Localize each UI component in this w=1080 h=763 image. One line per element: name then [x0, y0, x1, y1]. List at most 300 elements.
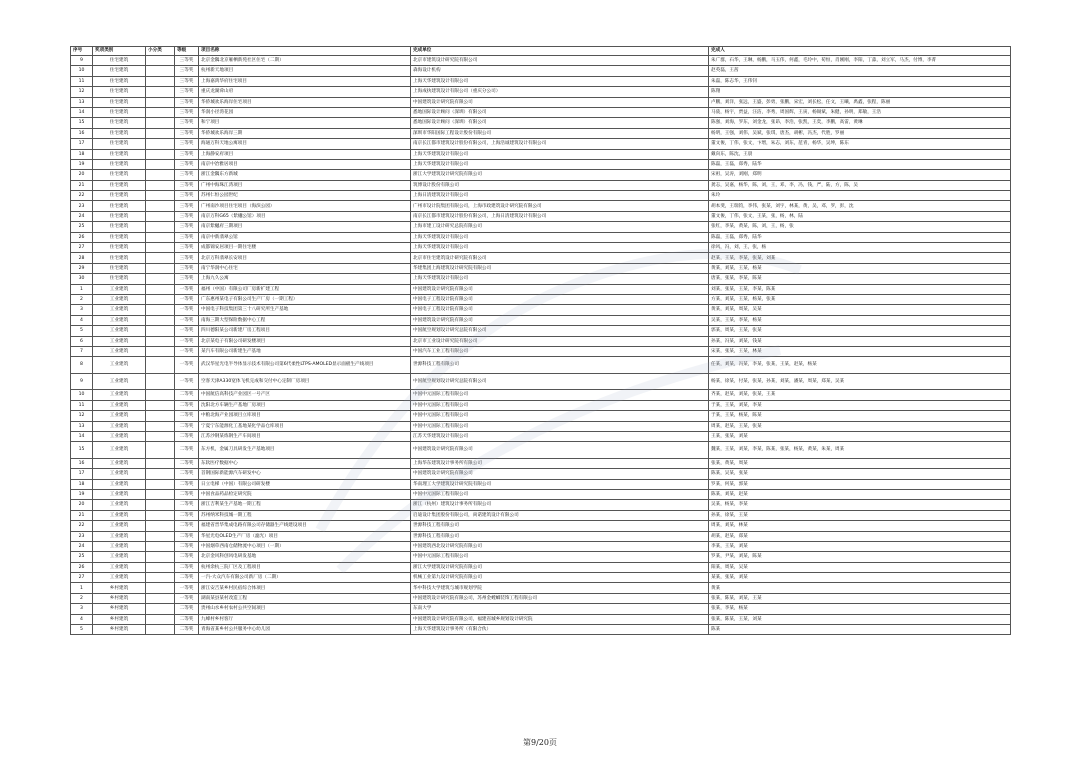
cell-unit: 中国建筑设计研究院有限公司 [411, 315, 709, 325]
cell-level: 二等奖 [175, 390, 199, 400]
cell-level: 二等奖 [175, 531, 199, 541]
cell-category: 住宅建筑 [93, 263, 146, 273]
cell-project: 中粮北海产业园项目立库项目 [199, 411, 411, 421]
cell-seq: 8 [71, 357, 93, 374]
cell-level: 二等奖 [175, 500, 199, 510]
cell-category: 工业建筑 [93, 373, 146, 390]
table-row [71, 326, 1011, 336]
cell-seq: 18 [71, 479, 93, 489]
cell-unit: 上海天华建筑设计有限公司 [411, 76, 709, 86]
cell-category: 住宅建筑 [93, 118, 146, 128]
cell-level: 三等奖 [175, 118, 199, 128]
cell-unit: 南京长江都市建筑设计股份有限公司，上海日清建筑设计有限公司 [411, 211, 709, 221]
cell-seq: 20 [71, 170, 93, 180]
cell-people: 马骁，杨宇，贾益，汪洁，李秀，周国辉，王寅，杨锡斌，朱健，孙明，郑敏，王浩 [709, 107, 1011, 117]
table-row [71, 222, 1011, 232]
cell-people: 郭某，周某，王某，张某 [709, 326, 1011, 336]
cell-seq: 1 [71, 284, 93, 294]
cell-people: 张某，李某，杨某 [709, 604, 1011, 614]
cell-people: 赵英磊，王茜 [709, 66, 1011, 76]
cell-project: 广州南沙项目住宅项目（海滨公园） [199, 201, 411, 211]
cell-people: 董文俊，丁伟，张文，王某，张，杨，林，陆 [709, 211, 1011, 221]
cell-unit: 上海天华建筑设计有限公司 [411, 274, 709, 284]
cell-unit: 上海天华建筑设计有限公司 [411, 159, 709, 169]
table-header-row [71, 47, 1011, 56]
cell-people: 黄某，刘某，周某，吴某 [709, 305, 1011, 315]
cell-level: 二等奖 [175, 625, 199, 635]
cell-subcategory [146, 253, 175, 263]
cell-subcategory [146, 243, 175, 253]
table-row [71, 76, 1011, 86]
cell-people: 朱磊，陈志华，王伟钊 [709, 76, 1011, 86]
cell-seq: 14 [71, 107, 93, 117]
cell-category: 工业建筑 [93, 510, 146, 520]
cell-category: 住宅建筑 [93, 66, 146, 76]
cell-people: 董文俊，丁伟，张文，卞增，朱志，刘东，范青，杨华，吴坤，陈东 [709, 139, 1011, 149]
cell-subcategory [146, 263, 175, 273]
cell-project: 九峰村乡村客厅 [199, 614, 411, 624]
cell-category: 乡村建筑 [93, 593, 146, 603]
cell-unit: 中国建筑西北设计研究院有限公司 [411, 541, 709, 551]
cell-level: 三等奖 [175, 232, 199, 242]
cell-subcategory [146, 315, 175, 325]
cell-project: 杭州余杭三院厂区及工程项目 [199, 562, 411, 572]
cell-subcategory [146, 421, 175, 431]
cell-subcategory [146, 211, 175, 221]
cell-category: 工业建筑 [93, 400, 146, 410]
cell-subcategory [146, 97, 175, 107]
cell-people: 杨某，徐某，付某，张某，孙某，刘某，潘某，周某，郑某，吴某 [709, 373, 1011, 390]
cell-seq: 22 [71, 191, 93, 201]
cell-subcategory [146, 593, 175, 603]
cell-level: 三等奖 [175, 76, 199, 86]
cell-subcategory [146, 531, 175, 541]
cell-level: 三等奖 [175, 107, 199, 117]
cell-project: 沈阳北方车辆生产基地厂房项目 [199, 400, 411, 410]
cell-seq: 26 [71, 232, 93, 242]
cell-unit: 上海成执建筑设计有限公司（重庆分公司） [411, 87, 709, 97]
cell-level: 三等奖 [175, 149, 199, 159]
cell-people: 周某，刘某，林某 [709, 521, 1011, 531]
cell-unit: 中国建筑设计研究院有限公司 [411, 284, 709, 294]
cell-seq: 9 [71, 56, 93, 66]
cell-people: 黄某 [709, 583, 1011, 593]
table-row [71, 583, 1011, 593]
cell-subcategory [146, 469, 175, 479]
cell-level: 三等奖 [175, 97, 199, 107]
cell-project: 中国食品药品检定研究院 [199, 489, 411, 499]
cell-level: 三等奖 [175, 211, 199, 221]
cell-seq: 13 [71, 421, 93, 431]
cell-subcategory [146, 583, 175, 593]
cell-unit: 中国建筑设计研究院有限公司 [411, 442, 709, 459]
cell-seq: 26 [71, 562, 93, 572]
table-row [71, 431, 1011, 441]
cell-level: 二等奖 [175, 510, 199, 520]
cell-subcategory [146, 139, 175, 149]
cell-category: 工业建筑 [93, 573, 146, 583]
table-row [71, 479, 1011, 489]
cell-category: 住宅建筑 [93, 274, 146, 284]
cell-subcategory [146, 562, 175, 572]
cell-people: 魏某，王某，刘某，李某，陈某，张某，杨某，黄某，朱某，周某 [709, 442, 1011, 459]
cell-unit: 上海市建工设计研究总院有限公司 [411, 222, 709, 232]
table-row [71, 541, 1011, 551]
cell-level: 一等奖 [175, 593, 199, 603]
cell-seq: 11 [71, 76, 93, 86]
cell-seq: 2 [71, 593, 93, 603]
table-row [71, 373, 1011, 390]
cell-seq: 10 [71, 66, 93, 76]
cell-people: 吴某，杨某，李某 [709, 500, 1011, 510]
cell-seq: 21 [71, 180, 93, 190]
cell-project: 北京金风科创风电研发基地 [199, 552, 411, 562]
cell-unit: 北京市建筑设计研究院有限公司 [411, 56, 709, 66]
cell-subcategory [146, 442, 175, 459]
table-row [71, 593, 1011, 603]
cell-seq: 12 [71, 411, 93, 421]
cell-people: 徐风，冯，刘，王，张，杨 [709, 243, 1011, 253]
table-row [71, 139, 1011, 149]
cell-subcategory [146, 489, 175, 499]
cell-project: 中国航信高科技产业园区一号产区 [199, 390, 411, 400]
table-row [71, 510, 1011, 520]
cell-people: 赵某，王某，李某，张某，刘某 [709, 253, 1011, 263]
cell-unit: 浙江大学建筑设计研究院有限公司 [411, 562, 709, 572]
table-row [71, 411, 1011, 421]
cell-unit: 悉地国际设计顾问（深圳）有限公司 [411, 107, 709, 117]
cell-subcategory [146, 326, 175, 336]
table-row [71, 562, 1011, 572]
cell-project: 北京万科翡翠长安项目 [199, 253, 411, 263]
cell-category: 工业建筑 [93, 284, 146, 294]
cell-people: 王某，张某，刘某 [709, 431, 1011, 441]
cell-unit: 上海天华建筑设计事务所（有限合伙） [411, 625, 709, 635]
cell-subcategory [146, 411, 175, 421]
cell-subcategory [146, 614, 175, 624]
cell-subcategory [146, 479, 175, 489]
cell-level: 二等奖 [175, 400, 199, 410]
cell-project: 南京紫樾府三期项目 [199, 222, 411, 232]
cell-project: 日立电梯（中国）有限公司研发楼 [199, 479, 411, 489]
table-row [71, 201, 1011, 211]
cell-subcategory [146, 170, 175, 180]
cell-seq: 4 [71, 315, 93, 325]
cell-unit: 华南理工大学建筑设计研究院有限公司 [411, 479, 709, 489]
cell-unit: 世源科技工程有限公司 [411, 521, 709, 531]
cell-subcategory [146, 346, 175, 356]
cell-unit: 深圳市华阳国际工程设计股份有限公司 [411, 128, 709, 138]
cell-unit: 中国中元国际工程有限公司 [411, 489, 709, 499]
cell-people: 刘某，张某，王某，李某，陈某 [709, 284, 1011, 294]
table-row [71, 521, 1011, 531]
cell-category: 乡村建筑 [93, 583, 146, 593]
cell-unit: 上海日清建筑设计有限公司 [411, 191, 709, 201]
table-row [71, 604, 1011, 614]
cell-subcategory [146, 87, 175, 97]
cell-project: 上海嘉鸿华府住宅项目 [199, 76, 411, 86]
cell-level: 三等奖 [175, 128, 199, 138]
cell-level: 一等奖 [175, 305, 199, 315]
cell-project: 和宁项目 [199, 118, 411, 128]
cell-level: 三等奖 [175, 87, 199, 97]
cell-seq: 24 [71, 211, 93, 221]
table-row [71, 489, 1011, 499]
cell-level: 一等奖 [175, 357, 199, 374]
cell-project: 北京金隅北京雁栖新苑社区住宅（二期） [199, 56, 411, 66]
cell-seq: 20 [71, 500, 93, 510]
cell-unit: 世源科技工程有限公司 [411, 357, 709, 374]
cell-level: 三等奖 [175, 139, 199, 149]
cell-project: 四川德阳某公司新建厂房工程项目 [199, 326, 411, 336]
table-row [71, 128, 1011, 138]
cell-category: 住宅建筑 [93, 211, 146, 221]
cell-people: 张红，李某，黄某，陈，刘，王，杨，张 [709, 222, 1011, 232]
cell-subcategory [146, 336, 175, 346]
cell-unit: 中国中元国际工程有限公司 [411, 411, 709, 421]
cell-level: 三等奖 [175, 201, 199, 211]
cell-subcategory [146, 458, 175, 468]
cell-subcategory [146, 56, 175, 66]
cell-unit: 中国建筑设计研究院有限公司 [411, 469, 709, 479]
cell-project: 南宁华润中心住宅 [199, 263, 411, 273]
cell-people: 戴向东，陈沈，王晨 [709, 149, 1011, 159]
cell-unit: 启迪设计集团股份有限公司，尚诺建筑设计有限公司 [411, 510, 709, 520]
cell-unit: 东南大学 [411, 604, 709, 614]
cell-unit: 中国中元国际工程有限公司 [411, 552, 709, 562]
cell-seq: 18 [71, 149, 93, 159]
cell-subcategory [146, 159, 175, 169]
cell-seq: 25 [71, 222, 93, 232]
cell-level: 二等奖 [175, 521, 199, 531]
cell-level: 一等奖 [175, 346, 199, 356]
cell-people: 李某，王某，刘某 [709, 541, 1011, 551]
cell-category: 住宅建筑 [93, 76, 146, 86]
table-row [71, 263, 1011, 273]
cell-project: 广东惠州某电子有限公司生产厂房（一期工程） [199, 294, 411, 304]
cell-category: 工业建筑 [93, 315, 146, 325]
cell-project: 江苏沙钢某炼钢生产车间项目 [199, 431, 411, 441]
cell-subcategory [146, 201, 175, 211]
cell-project: 首钢国际新能源汽车研发中心 [199, 469, 411, 479]
table-row [71, 458, 1011, 468]
cell-seq: 16 [71, 458, 93, 468]
cell-unit: 中国建筑设计研究院有限公司 [411, 97, 709, 107]
cell-unit: 中国电子工程设计院有限公司 [411, 305, 709, 315]
cell-subcategory [146, 357, 175, 374]
table-body [71, 56, 1011, 635]
cell-project: 宁夏宁东能源化工基地某化学品仓库项目 [199, 421, 411, 431]
cell-category: 住宅建筑 [93, 253, 146, 263]
table-row [71, 294, 1011, 304]
cell-subcategory [146, 400, 175, 410]
cell-project: 华侨城欢乐海岸住宅项目 [199, 97, 411, 107]
cell-seq: 23 [71, 531, 93, 541]
cell-project: 苏州仁恒公园世纪 [199, 191, 411, 201]
cell-people: 胡本斐，王瑞钧，李伟，张某，刘宇，林某，黄，吴，邓，罗，彭，沈 [709, 201, 1011, 211]
cell-level: 三等奖 [175, 66, 199, 76]
cell-people: 唐某，张某，李某，陈某 [709, 274, 1011, 284]
cell-project: 福州（中国）有限公司厂房新扩建工程 [199, 284, 411, 294]
cell-subcategory [146, 149, 175, 159]
cell-level: 三等奖 [175, 274, 199, 284]
cell-people: 陈翔 [709, 87, 1011, 97]
cell-category: 住宅建筑 [93, 170, 146, 180]
cell-subcategory [146, 625, 175, 635]
cell-seq: 28 [71, 253, 93, 263]
header-people: 完成人 [709, 47, 1011, 56]
table-row [71, 531, 1011, 541]
table-row [71, 573, 1011, 583]
cell-project: 海通万科天地公寓项目 [199, 139, 411, 149]
cell-subcategory [146, 232, 175, 242]
cell-category: 住宅建筑 [93, 201, 146, 211]
cell-seq: 23 [71, 201, 93, 211]
cell-seq: 6 [71, 336, 93, 346]
cell-people: 黄某，刘某，王某，杨某 [709, 263, 1011, 273]
cell-category: 乡村建筑 [93, 614, 146, 624]
cell-people: 孙某，冯某，刘某，钱某 [709, 336, 1011, 346]
cell-project: 中国烟草西南仓储物流中心项目（一期） [199, 541, 411, 551]
cell-level: 三等奖 [175, 263, 199, 273]
cell-subcategory [146, 118, 175, 128]
table-row [71, 346, 1011, 356]
cell-unit: 悉地国际设计顾问（深圳）有限公司 [411, 118, 709, 128]
cell-level: 一等奖 [175, 315, 199, 325]
cell-project: 空客天津A330宽体飞机完成和交付中心定制厂房项目 [199, 373, 411, 390]
cell-unit: 中国建筑设计研究院有限公司，苏州金螳螂装饰工程有限公司 [411, 593, 709, 603]
cell-category: 住宅建筑 [93, 107, 146, 117]
cell-subcategory [146, 573, 175, 583]
cell-category: 工业建筑 [93, 469, 146, 479]
table-row [71, 97, 1011, 107]
cell-people: 罗某，尹某，刘某，陈某 [709, 552, 1011, 562]
cell-subcategory [146, 604, 175, 614]
cell-category: 住宅建筑 [93, 159, 146, 169]
cell-category: 住宅建筑 [93, 232, 146, 242]
cell-project: 某汽车有限公司新建生产基地 [199, 346, 411, 356]
cell-category: 工业建筑 [93, 305, 146, 315]
table-row [71, 400, 1011, 410]
cell-people: 陈某，吴某，张某 [709, 469, 1011, 479]
cell-level: 二等奖 [175, 421, 199, 431]
cell-unit: 南京长江都市建筑设计股份有限公司，上海浩诚建筑设计有限公司 [411, 139, 709, 149]
table-row [71, 211, 1011, 221]
cell-category: 乡村建筑 [93, 604, 146, 614]
cell-unit: 上海华东建筑设计事务所有限公司 [411, 458, 709, 468]
cell-category: 工业建筑 [93, 552, 146, 562]
table-row [71, 253, 1011, 263]
cell-category: 住宅建筑 [93, 56, 146, 66]
cell-seq: 1 [71, 583, 93, 593]
table-row [71, 469, 1011, 479]
table-row [71, 442, 1011, 459]
cell-unit: 上海天华建筑设计有限公司 [411, 243, 709, 253]
cell-unit: 中国电子工程设计院有限公司 [411, 294, 709, 304]
cell-people: 陈某 [709, 625, 1011, 635]
cell-people: 陈强，刘海，罗东，刘金龙，张昂，李浩，张凯，王奕，李鹏，高雷，黄琳 [709, 118, 1011, 128]
cell-subcategory [146, 294, 175, 304]
cell-seq: 3 [71, 604, 93, 614]
cell-unit: 广州市设计院集团有限公司，上海市政建筑设计研究院有限公司 [411, 201, 709, 211]
cell-unit: 中国中元国际工程有限公司 [411, 390, 709, 400]
cell-seq: 13 [71, 97, 93, 107]
cell-unit: 中国航空规划设计研究总院有限公司 [411, 373, 709, 390]
cell-level: 二等奖 [175, 479, 199, 489]
cell-seq: 16 [71, 128, 93, 138]
cell-project: 湖南某县某村改造工程 [199, 593, 411, 603]
header-unit: 完成单位 [411, 47, 709, 56]
cell-level: 三等奖 [175, 222, 199, 232]
table-row [71, 191, 1011, 201]
cell-subcategory [146, 128, 175, 138]
cell-category: 工业建筑 [93, 346, 146, 356]
cell-seq: 12 [71, 87, 93, 97]
cell-people: 陈磊，王磊，郑秀，陆华 [709, 159, 1011, 169]
cell-seq: 25 [71, 552, 93, 562]
cell-subcategory [146, 284, 175, 294]
cell-project: 成都锦安居项目一期住宅楼 [199, 243, 411, 253]
table-row [71, 149, 1011, 159]
cell-unit: 筑博设计股份有限公司 [411, 180, 709, 190]
cell-project: 中国电子科技集团第三十八研究所生产基地 [199, 305, 411, 315]
cell-category: 住宅建筑 [93, 87, 146, 97]
cell-people: 张某，陈某，王某，刘某 [709, 614, 1011, 624]
cell-seq: 17 [71, 469, 93, 479]
cell-unit: 森海设计机构 [411, 66, 709, 76]
table-row [71, 107, 1011, 117]
table-row [71, 552, 1011, 562]
cell-seq: 15 [71, 118, 93, 128]
cell-project: 东方机，金属刀具研发生产基地项目 [199, 442, 411, 459]
cell-category: 工业建筑 [93, 500, 146, 510]
cell-project: 武汉华星光电半导体显示技术有限公司第6代柔性LTPS-AMOLED显示面板生产线项目 [199, 357, 411, 374]
cell-subcategory [146, 305, 175, 315]
cell-category: 工业建筑 [93, 294, 146, 304]
header-level: 等级 [175, 47, 199, 56]
cell-subcategory [146, 541, 175, 551]
cell-people: 某某，张某，刘某 [709, 573, 1011, 583]
cell-project: 北京某电子有限公司研发楼项目 [199, 336, 411, 346]
cell-people: 陈磊，王磊，郑秀，陆华 [709, 232, 1011, 242]
header-project: 项目名称 [199, 47, 411, 56]
cell-category: 工业建筑 [93, 521, 146, 531]
cell-seq: 21 [71, 510, 93, 520]
cell-people: 于某，王某，刘某，李某 [709, 400, 1011, 410]
header-seq: 序号 [71, 47, 93, 56]
cell-people: 龚志，吴嘉，杨华，陈，刘，王，邓，李，冯，钱，严，陆，方，陈，吴 [709, 180, 1011, 190]
cell-seq: 14 [71, 431, 93, 441]
cell-category: 住宅建筑 [93, 139, 146, 149]
cell-project: 南京万科G65（紫樾公馆）项目 [199, 211, 411, 221]
cell-category: 住宅建筑 [93, 243, 146, 253]
cell-category: 工业建筑 [93, 458, 146, 468]
cell-category: 住宅建筑 [93, 128, 146, 138]
cell-people: 阳某，周某，吴某 [709, 562, 1011, 572]
cell-people: 吴某，王某，李某，杨某 [709, 315, 1011, 325]
cell-people: 陈某，刘某，赵某 [709, 489, 1011, 499]
table-row [71, 390, 1011, 400]
cell-category: 工业建筑 [93, 431, 146, 441]
cell-unit: 中国建筑设计研究院有限公司，福建省城乡规划设计研究院 [411, 614, 709, 624]
cell-seq: 19 [71, 489, 93, 499]
cell-unit: 中国中元国际工程有限公司 [411, 421, 709, 431]
cell-category: 工业建筑 [93, 541, 146, 551]
cell-category: 住宅建筑 [93, 191, 146, 201]
cell-project: 苏州纳米科技城一期工程 [199, 510, 411, 520]
cell-level: 一等奖 [175, 284, 199, 294]
cell-level: 二等奖 [175, 562, 199, 572]
